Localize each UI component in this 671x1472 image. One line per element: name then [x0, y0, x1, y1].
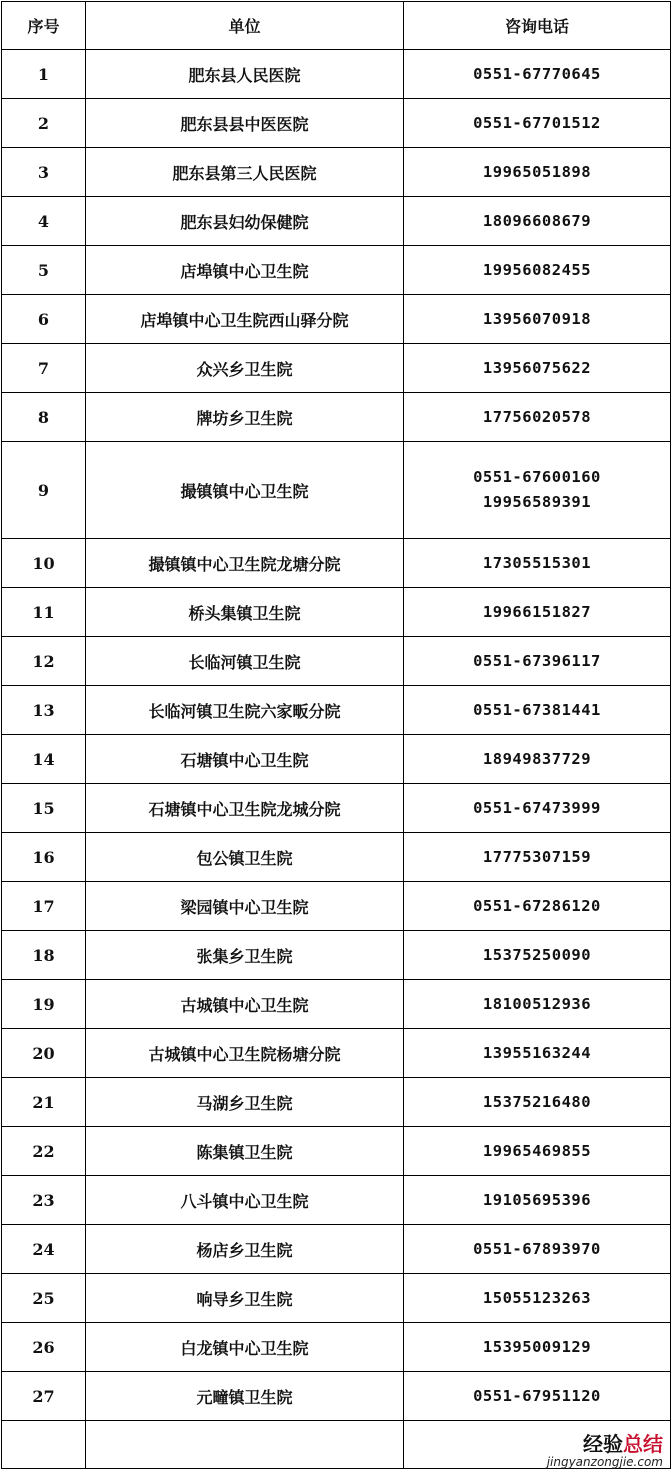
cell-unit: 梁园镇中心卫生院: [86, 882, 404, 931]
header-phone: 咨询电话: [404, 2, 671, 50]
table-row: [2, 1029, 671, 1078]
cell-phone: [404, 197, 671, 246]
cell-unit: 包公镇卫生院: [86, 833, 404, 882]
cell-serial-number: 15: [2, 784, 86, 833]
cell-serial-number: 20: [2, 1029, 86, 1078]
cell-unit: 张集乡卫生院: [86, 931, 404, 980]
phone-number: 18949837729: [482, 749, 592, 768]
site-watermark: [547, 1434, 663, 1468]
table-row: [2, 1078, 671, 1127]
cell-phone: [404, 1372, 671, 1421]
table-row: [2, 784, 671, 833]
cell-unit: 长临河镇卫生院: [86, 637, 404, 686]
cell-phone: [404, 735, 671, 784]
cell-phone: [404, 50, 671, 99]
cell-serial-number: 22: [2, 1127, 86, 1176]
cell-unit: 马湖乡卫生院: [86, 1078, 404, 1127]
table-row: [2, 882, 671, 931]
table-row: [2, 1372, 671, 1421]
cell-phone: [404, 246, 671, 295]
cell-unit: 古城镇中心卫生院杨塘分院: [86, 1029, 404, 1078]
cell-phone: [404, 295, 671, 344]
cell-unit: 响导乡卫生院: [86, 1274, 404, 1323]
cell-serial-number: 24: [2, 1225, 86, 1274]
cell-phone: [404, 1029, 671, 1078]
phone-number: 18096608679: [482, 211, 592, 230]
cell-serial-number: 8: [2, 393, 86, 442]
table-row: [2, 931, 671, 980]
phone-number: 0551-67473999: [473, 798, 601, 817]
cell-unit: 白龙镇中心卫生院: [86, 1323, 404, 1372]
phone-number: 19105695396: [482, 1190, 592, 1209]
table-row: [2, 1274, 671, 1323]
cell-phone: [404, 588, 671, 637]
cell-phone: [404, 1323, 671, 1372]
table-row: [2, 246, 671, 295]
cell-serial-number: 14: [2, 735, 86, 784]
cell-phone: [404, 344, 671, 393]
cell-serial-number: 23: [2, 1176, 86, 1225]
table-row: [2, 686, 671, 735]
cell-unit: 店埠镇中心卫生院: [86, 246, 404, 295]
cell-unit: 桥头集镇卫生院: [86, 588, 404, 637]
cell-serial-number: 5: [2, 246, 86, 295]
phone-number: 0551-67600160: [473, 468, 601, 486]
cell-unit: 牌坊乡卫生院: [86, 393, 404, 442]
phone-number: 17756020578: [482, 407, 592, 426]
cell-serial-number: 1: [2, 50, 86, 99]
phone-number: 19956082455: [482, 260, 592, 279]
table-row: [2, 295, 671, 344]
cell-phone: [404, 148, 671, 197]
phone-number: 0551-67286120: [473, 896, 601, 915]
cell-phone: [404, 1225, 671, 1274]
phone-number: 15055123263: [482, 1288, 592, 1307]
cell-phone: [404, 539, 671, 588]
cell-phone: [404, 442, 671, 539]
table-row: [2, 393, 671, 442]
cell-unit: 古城镇中心卫生院: [86, 980, 404, 1029]
table-row: [2, 833, 671, 882]
cell-unit: 店埠镇中心卫生院西山驿分院: [86, 295, 404, 344]
cell-phone: [404, 882, 671, 931]
phone-number: 17305515301: [482, 553, 592, 572]
phone-number: 13955163244: [482, 1043, 592, 1062]
cell-serial-number: 27: [2, 1372, 86, 1421]
cell-serial-number: 16: [2, 833, 86, 882]
cell-serial-number: 21: [2, 1078, 86, 1127]
table-row: [2, 99, 671, 148]
cell-unit: 撮镇镇中心卫生院: [86, 442, 404, 539]
phone-number: 0551-67381441: [473, 700, 601, 719]
cell-phone: [404, 1274, 671, 1323]
empty-cell: [2, 1421, 86, 1469]
cell-serial-number: 2: [2, 99, 86, 148]
phone-number: 19965469855: [482, 1141, 592, 1160]
phone-number: 0551-67951120: [473, 1386, 601, 1405]
table-row: [2, 344, 671, 393]
cell-phone: [404, 1127, 671, 1176]
table-row: [2, 539, 671, 588]
cell-unit: 众兴乡卫生院: [86, 344, 404, 393]
table-row: [2, 148, 671, 197]
cell-serial-number: 4: [2, 197, 86, 246]
phone-number: 15375216480: [482, 1092, 592, 1111]
header-unit: 单位: [86, 2, 404, 50]
phone-number: 17775307159: [482, 847, 592, 866]
cell-phone: [404, 931, 671, 980]
table-row: [2, 588, 671, 637]
cell-phone: [404, 980, 671, 1029]
cell-phone: [404, 637, 671, 686]
phone-number: 0551-67701512: [473, 113, 601, 132]
cell-unit: 杨店乡卫生院: [86, 1225, 404, 1274]
empty-cell: [86, 1421, 404, 1469]
cell-phone: [404, 393, 671, 442]
cell-unit: 石塘镇中心卫生院: [86, 735, 404, 784]
cell-unit: 元疃镇卫生院: [86, 1372, 404, 1421]
phone-number: 19956589391: [482, 493, 592, 511]
cell-phone: [404, 99, 671, 148]
phone-number: 13956075622: [482, 358, 592, 377]
table-row: [2, 1225, 671, 1274]
phone-number: 13956070918: [482, 309, 592, 328]
watermark-url: jingyanzongjie.com: [546, 1455, 663, 1469]
cell-serial-number: 11: [2, 588, 86, 637]
cell-unit: 陈集镇卫生院: [86, 1127, 404, 1176]
cell-unit: 八斗镇中心卫生院: [86, 1176, 404, 1225]
cell-serial-number: 7: [2, 344, 86, 393]
watermark-title-black: 经验: [583, 1432, 623, 1456]
phone-number: 0551-67893970: [473, 1239, 601, 1258]
cell-unit: 肥东县妇幼保健院: [86, 197, 404, 246]
cell-phone: [404, 833, 671, 882]
cell-phone: [404, 784, 671, 833]
header-serial-number: 序号: [2, 2, 86, 50]
cell-serial-number: 3: [2, 148, 86, 197]
table-row: [2, 50, 671, 99]
watermark-title-red: 总结: [623, 1432, 663, 1456]
cell-unit: 肥东县人民医院: [86, 50, 404, 99]
cell-serial-number: 19: [2, 980, 86, 1029]
cell-serial-number: 17: [2, 882, 86, 931]
watermark-logo: [547, 1434, 663, 1454]
cell-serial-number: 10: [2, 539, 86, 588]
phone-number: 0551-67396117: [473, 651, 601, 670]
cell-unit: 肥东县县中医医院: [86, 99, 404, 148]
cell-serial-number: 26: [2, 1323, 86, 1372]
phone-number: 15375250090: [482, 945, 592, 964]
table-row: [2, 197, 671, 246]
table-row: [2, 735, 671, 784]
cell-serial-number: 13: [2, 686, 86, 735]
phone-number: 19965051898: [482, 162, 592, 181]
cell-unit: 肥东县第三人民医院: [86, 148, 404, 197]
table-row: [2, 980, 671, 1029]
cell-serial-number: 12: [2, 637, 86, 686]
cell-unit: 长临河镇卫生院六家畈分院: [86, 686, 404, 735]
cell-serial-number: 18: [2, 931, 86, 980]
cell-serial-number: 9: [2, 442, 86, 539]
table-body: [2, 50, 671, 1469]
table-row: [2, 1323, 671, 1372]
table-row: [2, 1176, 671, 1225]
cell-serial-number: 25: [2, 1274, 86, 1323]
table-row: [2, 1127, 671, 1176]
phone-number: 0551-67770645: [473, 64, 601, 83]
table-row: [2, 637, 671, 686]
cell-unit: 石塘镇中心卫生院龙城分院: [86, 784, 404, 833]
phone-number: 19966151827: [482, 602, 592, 621]
cell-phone: [404, 1078, 671, 1127]
phone-number: 15395009129: [482, 1337, 592, 1356]
table-header-row: [2, 2, 671, 50]
table-row: [2, 442, 671, 539]
cell-unit: 撮镇镇中心卫生院龙塘分院: [86, 539, 404, 588]
cell-serial-number: 6: [2, 295, 86, 344]
cell-phone: [404, 686, 671, 735]
cell-phone: [404, 1176, 671, 1225]
phone-number: 18100512936: [482, 994, 592, 1013]
hospital-phone-table: [1, 1, 671, 1469]
